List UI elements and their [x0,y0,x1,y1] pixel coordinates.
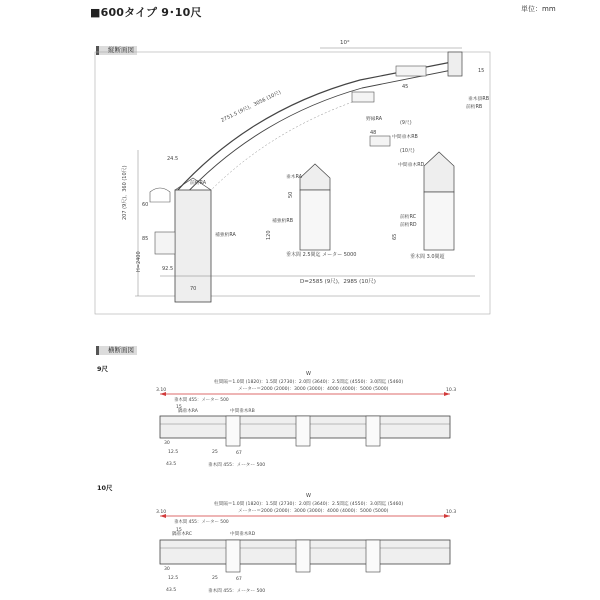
row-9-post-a: 隅垂木RA [178,409,198,414]
label-p10: (10尺) [400,149,415,154]
page-title: ■600タイプ 9･10尺 [90,6,202,19]
row-10-dim-43-5: 43.5 [166,588,177,593]
row-10-post-3 [366,540,380,572]
dim-15-text: 15 [478,68,485,74]
row-9-post-1 [226,416,240,446]
dim-120-text: 120 [266,230,272,240]
row-10-section [156,493,456,594]
dim-92-5-text: 92.5 [162,266,174,272]
row-10-post-1 [226,540,240,572]
row-9-dim-12-5: 12.5 [168,450,179,455]
row-10-post-b: 中間垂木RD [230,532,256,537]
row-10-post-2 [296,540,310,572]
row-9-post-2 [296,416,310,446]
row-10-left-edge: 3.10 [156,510,167,515]
label-reinforce-b: 補強桁RB [272,219,294,224]
label-truss: 野縁RA [366,117,383,122]
row-10-label: 10尺 [97,484,113,492]
label-p9: (9尺) [400,121,412,126]
label-front-rd: 前桁RD [400,223,417,228]
row-10-dim-30: 30 [164,567,170,572]
row-10-pitch: 垂木間 455：メーター 500 [174,520,229,525]
row-10-w: W [306,493,311,499]
dim-50-text: 50 [288,191,294,198]
curve-length-text: 2751.5 (9尺)，3056 (10尺) [220,89,282,124]
row-9-label: 9尺 [97,365,109,373]
label-front-a: 前桁RA [190,181,207,186]
label-front-rc: 前桁RC [400,215,417,220]
row-9-post-3 [366,416,380,446]
row-9-w: W [306,371,311,377]
row-9-section [156,371,456,468]
note-25: 垂木間 2.5間迄 メーター 5000 [286,252,357,258]
height-total-text: H=2400 [136,251,142,272]
row-9-dim-25: 25 [212,450,218,455]
row-9-pitch: 垂木間 455：メーター 500 [174,398,229,403]
height-left-text: 207 (9尺)，360 (10尺) [122,165,128,220]
row-9-dim-15: 15 [176,405,182,410]
label-reinforce-a: 補強桁RA [215,233,236,238]
dim-85-text: 85 [142,236,149,242]
row-10-bottom-pitch: 垂木間 455：メーター 500 [208,589,266,594]
dim-65-text: 65 [392,233,398,240]
dim-45-text: 45 [402,84,409,90]
row-9-dim-43-5: 43.5 [166,462,177,467]
unit-label: 単位：mm [521,5,556,13]
angle-text: 10° [340,40,350,46]
row-9-bottom-pitch: 垂木間 455：メーター 500 [208,463,266,468]
row-9-right-edge: 10.3 [446,388,457,393]
label-mid-rafter: 中間垂木RB [392,135,418,140]
row-9-dim-30: 30 [164,441,170,446]
label-rear-post-b: 垂木掛RB [468,97,490,102]
row-9-left-edge: 3.10 [156,388,167,393]
row-10-right-edge: 10.3 [446,510,457,515]
row-10-post-a: 隅垂木RC [172,532,192,537]
row-10-dim-12-5: 12.5 [168,576,179,581]
transverse-section-tag: 横断面図 [96,346,137,355]
dim-70-text: 70 [190,286,197,292]
dim-24-5-text: 24.5 [167,156,179,162]
row-10-dim-25: 25 [212,576,218,581]
row-9-span-2: メーター＝2000 (2000)：3000 (3000)：4000 (4000)：5000 (5000) [238,387,389,392]
row-9-post-b: 中間垂木RB [230,409,255,414]
row-9-span-1: 柱間隔＝1.0間 (1820)：1.5間 (2730)：2.0間 (3640)：2.5間迄 (4550)：3.0間迄 (5460) [214,380,404,385]
dim-60-text: 60 [142,202,149,208]
width-total-text: D=2585 (9尺)，2985 (10尺) [300,279,376,285]
label-mid-rafter-rd: 中間垂木RD [398,163,425,168]
row-10-span-2: メーター＝2000 (2000)：3000 (3000)：4000 (4000)：5000 (5000) [238,509,389,514]
dim-48-text: 48 [370,130,377,136]
note-30: 垂木間 3.0間超 [410,254,445,260]
label-rafter-a: 垂木RA [286,175,303,180]
row-10-dim-67: 67 [236,577,242,582]
label-front-b: 前桁RB [466,105,483,110]
row-10-dim-15: 15 [176,528,182,533]
longitudinal-section-tag: 縦断面図 [96,46,137,55]
row-9-dim-67: 67 [236,451,242,456]
row-10-span-1: 柱間隔＝1.0間 (1820)：1.5間 (2730)：2.0間 (3640)：2.5間迄 (4550)：3.0間迄 (5460) [214,502,404,507]
